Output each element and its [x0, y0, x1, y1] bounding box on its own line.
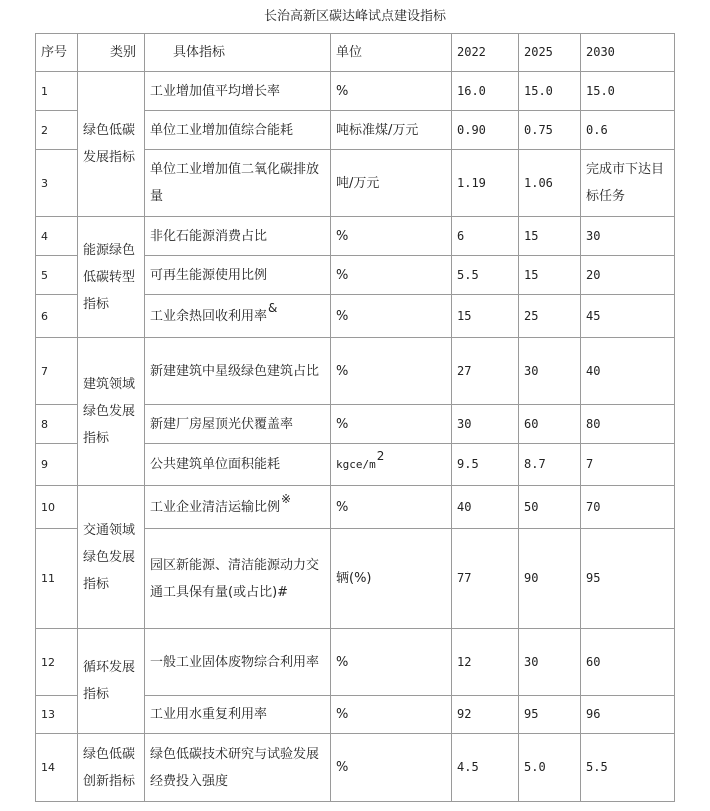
value-2022: 4.5	[452, 734, 519, 802]
indicator-cell: 公共建筑单位面积能耗	[145, 444, 331, 486]
unit-cell: %	[331, 72, 452, 111]
value-2025: 30	[519, 629, 581, 696]
indicator-cell: 新建建筑中星级绿色建筑占比	[145, 338, 331, 405]
unit-cell: 辆(%)	[331, 529, 452, 629]
table-row	[36, 734, 675, 802]
indicator-cell: 园区新能源、清洁能源动力交通工具保有量(或占比)#	[145, 529, 331, 629]
indicator-cell: 单位工业增加值综合能耗	[145, 111, 331, 150]
value-2025: 15.0	[519, 72, 581, 111]
value-2025: 1.06	[519, 150, 581, 217]
indicator-cell: 工业用水重复利用率	[145, 696, 331, 734]
table-row	[36, 629, 675, 696]
value-2022: 40	[452, 486, 519, 529]
table-row	[36, 486, 675, 529]
value-2030: 96	[581, 696, 675, 734]
row-number: 9	[36, 444, 78, 486]
category-cell: 绿色低碳发展指标	[78, 72, 145, 217]
value-2030: 45	[581, 295, 675, 338]
header-unit: 单位	[331, 34, 452, 72]
category-cell: 交通领域绿色发展指标	[78, 486, 145, 629]
row-number: 1	[36, 72, 78, 111]
row-number: 12	[36, 629, 78, 696]
header-2022: 2022	[452, 34, 519, 72]
value-2022: 27	[452, 338, 519, 405]
value-2025: 60	[519, 405, 581, 444]
value-2025: 5.0	[519, 734, 581, 802]
value-2030: 95	[581, 529, 675, 629]
row-number: 11	[36, 529, 78, 629]
unit-cell: %	[331, 217, 452, 256]
document-title: 长治高新区碳达峰试点建设指标	[263, 9, 446, 24]
value-2030: 5.5	[581, 734, 675, 802]
indicator-cell: 新建厂房屋顶光伏覆盖率	[145, 405, 331, 444]
indicator-table	[35, 33, 675, 802]
value-2022: 0.90	[452, 111, 519, 150]
value-2030: 完成市下达目标任务	[581, 150, 675, 217]
header-2025: 2025	[519, 34, 581, 72]
table-row	[36, 72, 675, 111]
row-number: 8	[36, 405, 78, 444]
value-2030: 7	[581, 444, 675, 486]
value-2030: 20	[581, 256, 675, 295]
indicator-cell: 工业增加值平均增长率	[145, 72, 331, 111]
row-number: 3	[36, 150, 78, 217]
header-row	[36, 34, 675, 72]
row-number: 2	[36, 111, 78, 150]
unit-cell: %	[331, 256, 452, 295]
unit-cell: %	[331, 295, 452, 338]
row-number: 5	[36, 256, 78, 295]
unit-cell: kgce/m2	[331, 444, 452, 486]
value-2022: 1.19	[452, 150, 519, 217]
row-number: 13	[36, 696, 78, 734]
value-2022: 9.5	[452, 444, 519, 486]
indicator-cell: 单位工业增加值二氧化碳排放量	[145, 150, 331, 217]
indicator-cell: 绿色低碳技术研究与试验发展经费投入强度	[145, 734, 331, 802]
value-2025: 95	[519, 696, 581, 734]
indicator-cell: 可再生能源使用比例	[145, 256, 331, 295]
category-cell: 绿色低碳创新指标	[78, 734, 145, 802]
unit-cell: 吨标准煤/万元	[331, 111, 452, 150]
unit-cell: 吨/万元	[331, 150, 452, 217]
indicator-cell: 工业企业清洁运输比例※	[145, 486, 331, 529]
value-2022: 15	[452, 295, 519, 338]
value-2030: 30	[581, 217, 675, 256]
row-number: 6	[36, 295, 78, 338]
value-2030: 15.0	[581, 72, 675, 111]
value-2022: 77	[452, 529, 519, 629]
value-2025: 15	[519, 256, 581, 295]
value-2022: 6	[452, 217, 519, 256]
category-cell: 能源绿色低碳转型指标	[78, 217, 145, 338]
category-cell: 循环发展指标	[78, 629, 145, 734]
row-number: 10	[36, 486, 78, 529]
value-2022: 12	[452, 629, 519, 696]
value-2030: 60	[581, 629, 675, 696]
unit-cell: %	[331, 734, 452, 802]
row-number: 4	[36, 217, 78, 256]
value-2025: 30	[519, 338, 581, 405]
table-row	[36, 338, 675, 405]
value-2030: 80	[581, 405, 675, 444]
header-indicator: 具体指标	[145, 34, 331, 72]
value-2025: 15	[519, 217, 581, 256]
indicator-cell: 非化石能源消费占比	[145, 217, 331, 256]
indicator-cell: 一般工业固体废物综合利用率	[145, 629, 331, 696]
value-2022: 92	[452, 696, 519, 734]
value-2030: 70	[581, 486, 675, 529]
header-no: 序号	[36, 34, 78, 72]
unit-cell: %	[331, 338, 452, 405]
unit-cell: %	[331, 486, 452, 529]
value-2025: 50	[519, 486, 581, 529]
value-2025: 8.7	[519, 444, 581, 486]
value-2030: 40	[581, 338, 675, 405]
category-cell: 建筑领域绿色发展指标	[78, 338, 145, 486]
value-2025: 0.75	[519, 111, 581, 150]
row-number: 14	[36, 734, 78, 802]
unit-cell: %	[331, 696, 452, 734]
value-2022: 30	[452, 405, 519, 444]
value-2025: 25	[519, 295, 581, 338]
value-2022: 5.5	[452, 256, 519, 295]
unit-cell: %	[331, 629, 452, 696]
unit-cell: %	[331, 405, 452, 444]
header-category: 类别	[78, 34, 145, 72]
value-2025: 90	[519, 529, 581, 629]
value-2022: 16.0	[452, 72, 519, 111]
indicator-cell: 工业余热回收利用率&	[145, 295, 331, 338]
header-2030: 2030	[581, 34, 675, 72]
value-2030: 0.6	[581, 111, 675, 150]
table-row	[36, 217, 675, 256]
row-number: 7	[36, 338, 78, 405]
